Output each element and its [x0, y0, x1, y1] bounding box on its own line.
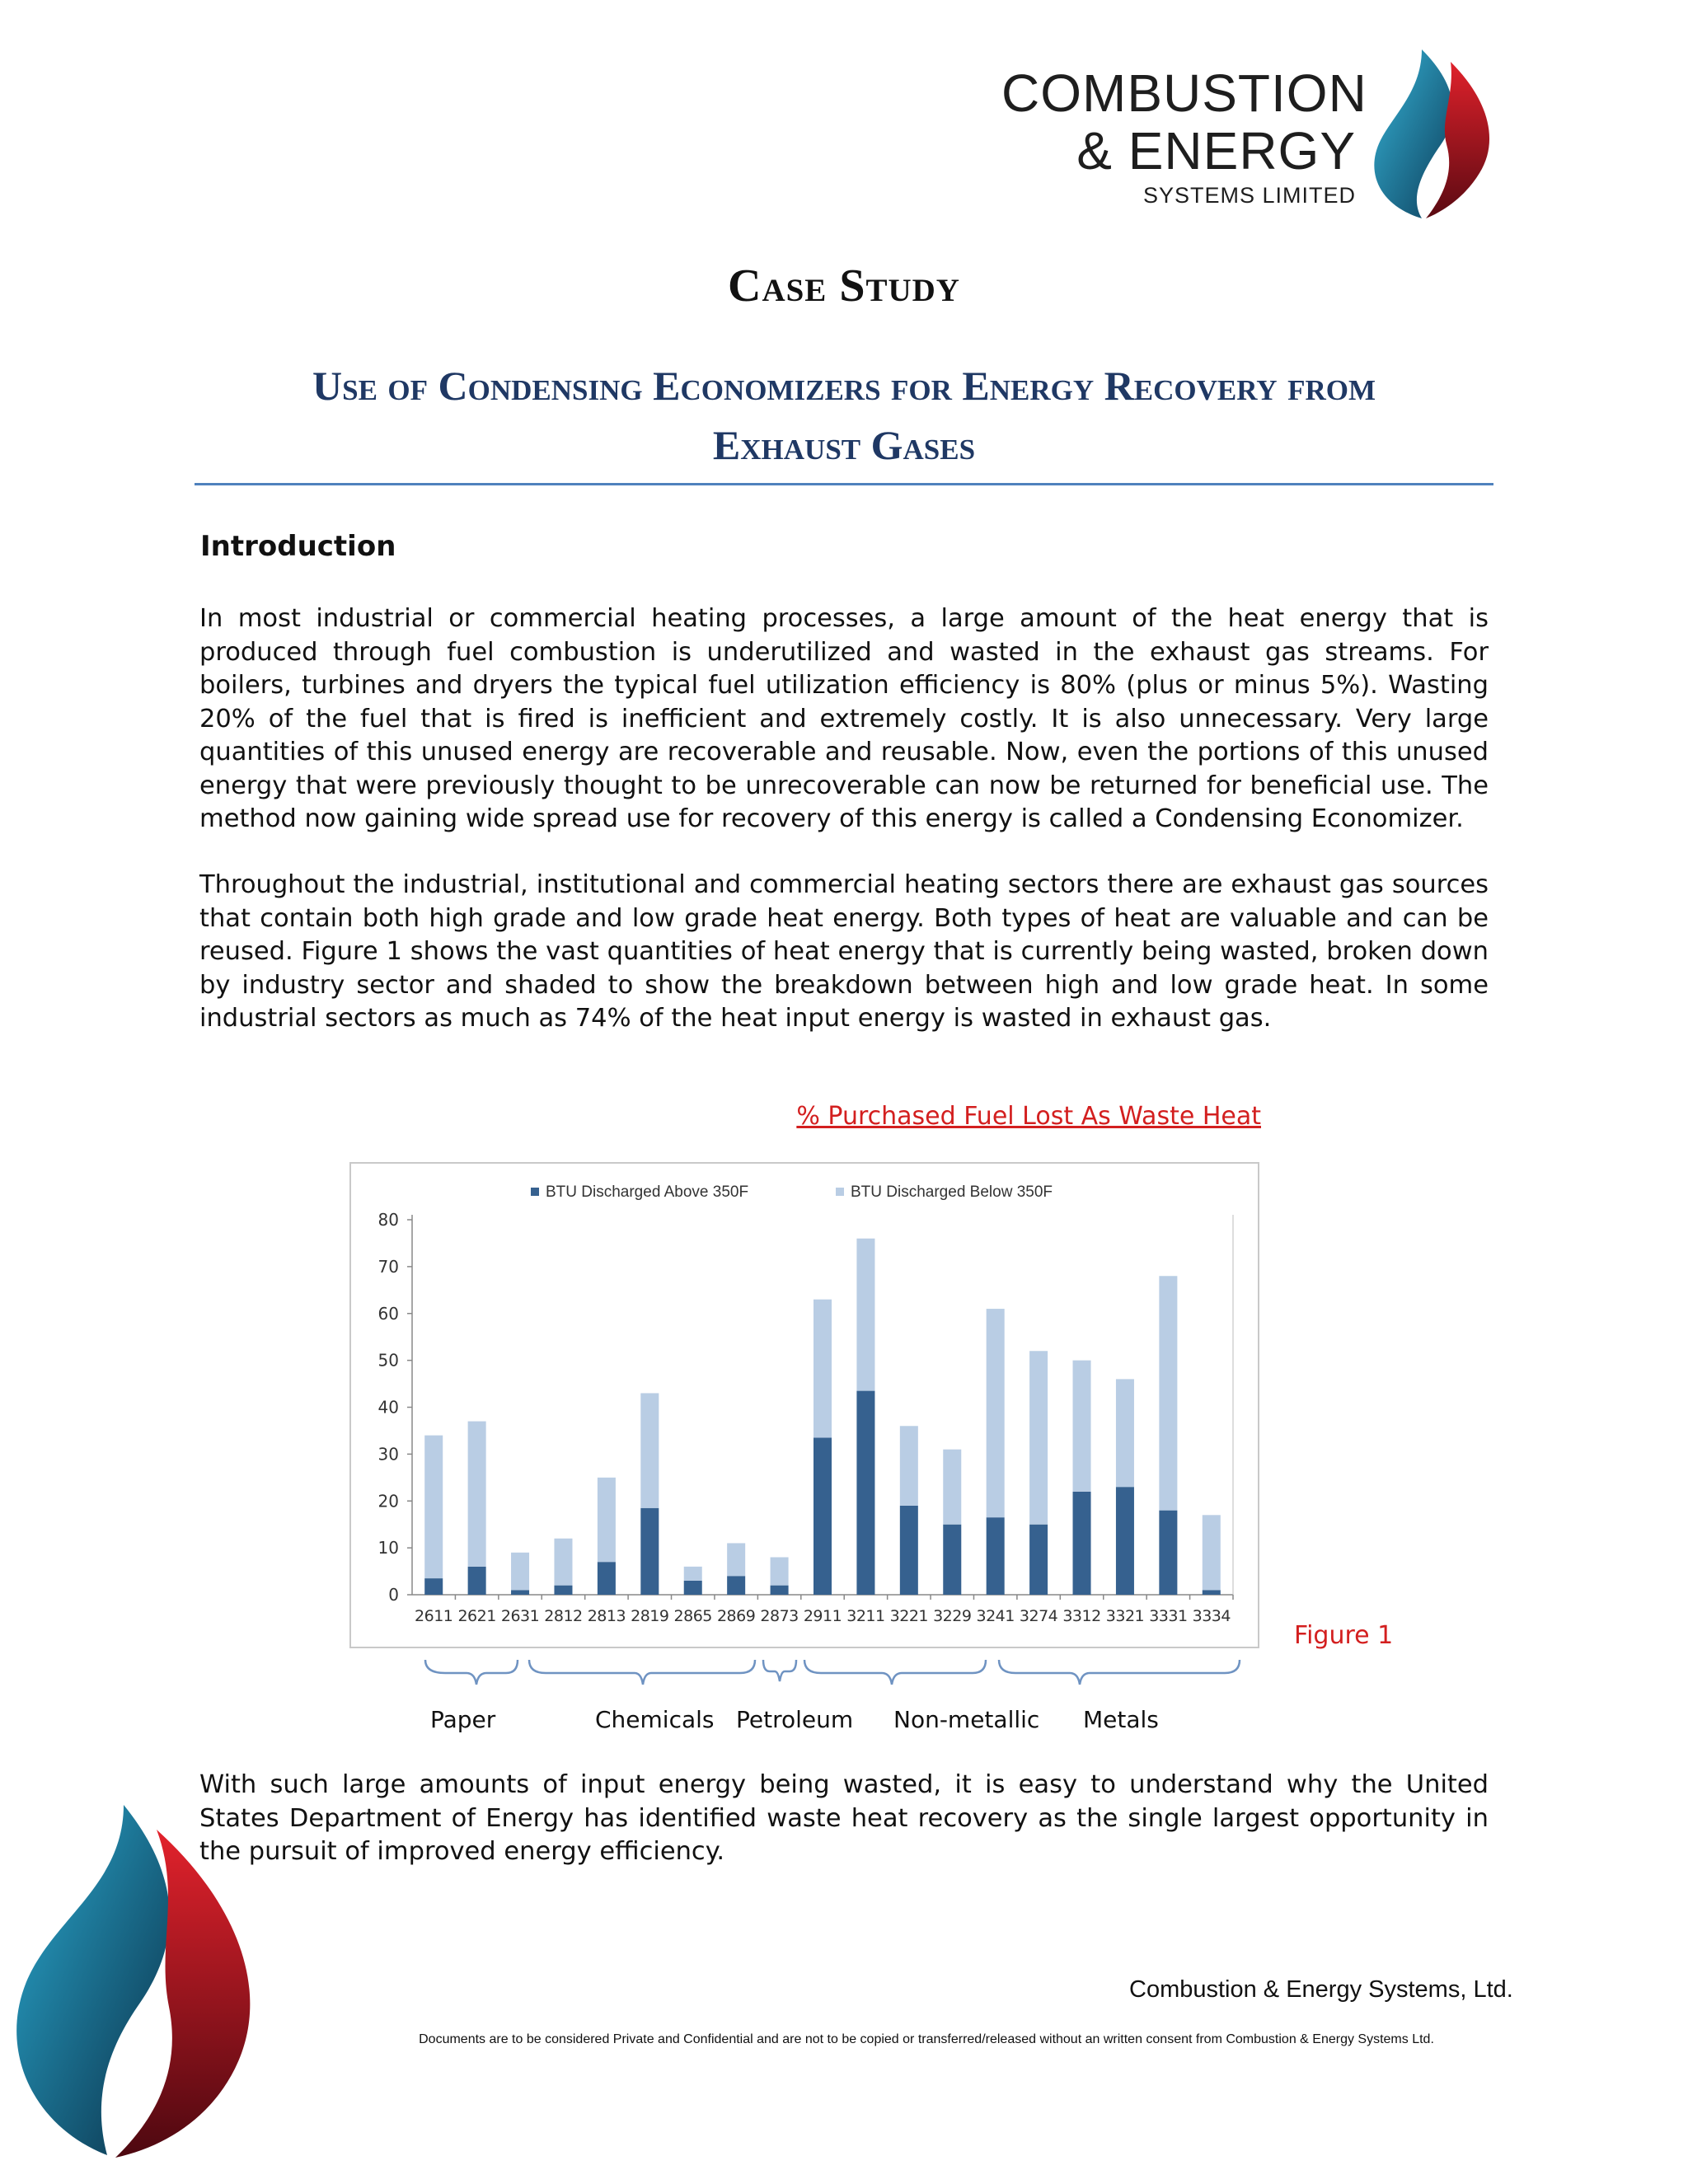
x-tick-label: 3229 — [933, 1607, 972, 1625]
title-divider — [195, 483, 1493, 485]
x-tick-label: 3211 — [846, 1607, 885, 1625]
bar-chart — [349, 1162, 1259, 1648]
x-tick-label: 3241 — [976, 1607, 1015, 1625]
sector-label-paper: Paper — [430, 1706, 496, 1733]
bar-segment-above-350f — [814, 1437, 832, 1595]
case-study-heading: Case Study — [728, 260, 960, 312]
bar-segment-above-350f — [684, 1581, 702, 1595]
footer-company-name: Combustion & Energy Systems, Ltd. — [1129, 1976, 1513, 2003]
bracket-petroleum — [763, 1660, 796, 1681]
x-tick-label: 3331 — [1149, 1607, 1188, 1625]
intro-paragraph-2: Throughout the industrial, institutional and commercial heating sectors there are exhaust gas sources that contain both high grade and low grade heat energy. Both types of heat are valuable and can be reused. Figure 1 shows the vast quantities of heat energy that is currently being wasted, broken down by industry sector and shaded to show the breakdown between high and low grade heat. In some industrial sectors as much as 74% of the heat input energy is wasted in exhaust gas. — [199, 870, 1489, 1033]
bar-segment-above-350f — [424, 1578, 443, 1595]
bar-segment-above-350f — [1029, 1525, 1048, 1595]
bar-segment-below-350f — [1116, 1379, 1134, 1487]
company-logo-text — [1001, 63, 1367, 211]
bar-segment-above-350f — [987, 1517, 1005, 1595]
title-line-1: Use of Condensing Economizers for Energy Recovery from — [312, 363, 1376, 409]
logo-line-2: & ENERGY — [1076, 121, 1356, 180]
sector-label-petroleum: Petroleum — [736, 1706, 854, 1733]
sector-brackets — [412, 1657, 1253, 1706]
flame-watermark-icon — [0, 1805, 264, 2159]
bracket-metals — [999, 1660, 1240, 1685]
x-tick-label: 3221 — [889, 1607, 929, 1625]
x-tick-label: 2869 — [716, 1607, 756, 1625]
bar-segment-above-350f — [943, 1525, 961, 1595]
intro-paragraph-1: In most industrial or commercial heating processes, a large amount of the heat energy that is produced through fuel combustion is underutilized and wasted in the exhaust gas streams. For boilers, turbines and dryers the typical fuel utilization efficiency is 80% (plus or minus 5%). Wasting 20% of the fuel that is fired is inefficient and extremely costly. It is also unnecessary. Very large quantities of this unused energy are recoverable and reusable. Now, even the portions of this unused energy that were previously thought to be unrecoverable can now be returned for beneficial use. The method now gaining wide spread use for recovery of this energy is called a Condensing Economizer. — [199, 604, 1489, 833]
introduction-heading: Introduction — [200, 530, 396, 563]
legend-swatch — [836, 1188, 844, 1196]
sector-label-chemicals: Chemicals — [595, 1706, 715, 1733]
figure-label: Figure 1 — [1294, 1621, 1394, 1650]
x-tick-label: 2813 — [587, 1607, 626, 1625]
y-tick-label: 0 — [388, 1585, 399, 1605]
legend-swatch — [531, 1188, 539, 1196]
x-tick-label: 3321 — [1105, 1607, 1145, 1625]
bar-segment-below-350f — [900, 1426, 918, 1506]
y-tick-label: 40 — [377, 1397, 399, 1418]
x-tick-label: 3312 — [1062, 1607, 1101, 1625]
logo-line-1: COMBUSTION — [1001, 63, 1367, 123]
bracket-chemicals — [529, 1660, 755, 1685]
bar-segment-below-350f — [424, 1436, 443, 1578]
y-tick-label: 70 — [377, 1256, 399, 1277]
y-tick-label: 80 — [377, 1210, 399, 1230]
sector-label-metals: Metals — [1083, 1706, 1159, 1733]
bar-segment-below-350f — [684, 1567, 702, 1581]
x-tick-label: 2873 — [760, 1607, 799, 1625]
x-tick-label: 2865 — [673, 1607, 712, 1625]
bracket-paper — [425, 1660, 518, 1685]
bracket-non-metallic — [804, 1660, 986, 1685]
y-tick-label: 30 — [377, 1444, 399, 1465]
footer-confidentiality-note: Documents are to be considered Private and Confidential and are not to be copied or transferred/released without an written consent from Combustion & Energy Systems Ltd. — [419, 2032, 1434, 2046]
bar-segment-below-350f — [1029, 1351, 1048, 1524]
y-tick-label: 20 — [377, 1491, 399, 1511]
bar-segment-below-350f — [1073, 1361, 1091, 1492]
bar-segment-above-350f — [900, 1506, 918, 1595]
title-line-2: Exhaust Gases — [712, 422, 976, 468]
x-tick-label: 2819 — [631, 1607, 669, 1625]
y-tick-label: 50 — [377, 1350, 399, 1371]
flame-logo-icon — [1364, 49, 1496, 223]
bar-segment-below-350f — [727, 1543, 745, 1576]
x-tick-label: 2631 — [500, 1607, 540, 1625]
logo-line-3: SYSTEMS LIMITED — [1142, 183, 1356, 208]
x-tick-label: 2911 — [803, 1607, 842, 1625]
bar-segment-below-350f — [814, 1300, 832, 1438]
bar-segment-above-350f — [640, 1508, 659, 1595]
x-tick-label: 2611 — [415, 1607, 453, 1625]
closing-paragraph: With such large amounts of input energy being wasted, it is easy to understand why the United States Department of Energy has identified waste heat recovery as the single largest opportunity in the pursuit of improved energy efficiency. — [199, 1770, 1489, 1866]
legend-label: BTU Discharged Above 350F — [546, 1183, 749, 1201]
x-tick-label: 2621 — [457, 1607, 496, 1625]
bar-segment-above-350f — [1073, 1492, 1091, 1595]
bar-segment-below-350f — [1159, 1276, 1177, 1510]
sector-label-non-metallic: Non-metallic — [893, 1706, 1040, 1733]
bar-segment-above-350f — [1116, 1487, 1134, 1595]
chart-title: % Purchased Fuel Lost As Waste Heat — [796, 1102, 1261, 1131]
bar-segment-below-350f — [468, 1422, 486, 1567]
document-title — [194, 356, 1494, 475]
bar-segment-below-350f — [1203, 1515, 1221, 1590]
bar-segment-above-350f — [856, 1391, 874, 1595]
x-tick-label: 2812 — [544, 1607, 583, 1625]
bar-segment-below-350f — [598, 1478, 616, 1562]
bar-segment-above-350f — [727, 1576, 745, 1595]
bar-segment-below-350f — [511, 1553, 529, 1591]
bar-segment-below-350f — [554, 1539, 572, 1586]
bar-segment-below-350f — [987, 1309, 1005, 1517]
bar-segment-below-350f — [771, 1558, 789, 1586]
y-tick-label: 10 — [377, 1538, 399, 1558]
bar-segment-below-350f — [640, 1393, 659, 1507]
bar-segment-above-350f — [1203, 1590, 1221, 1595]
bar-segment-above-350f — [771, 1586, 789, 1595]
bar-segment-above-350f — [598, 1562, 616, 1595]
x-tick-label: 3274 — [1019, 1607, 1058, 1625]
bar-segment-above-350f — [468, 1567, 486, 1595]
bar-segment-above-350f — [554, 1586, 572, 1595]
bar-segment-below-350f — [856, 1239, 874, 1391]
legend-label: BTU Discharged Below 350F — [851, 1183, 1053, 1201]
x-tick-label: 3334 — [1192, 1607, 1231, 1625]
y-tick-label: 60 — [377, 1303, 399, 1324]
bar-segment-above-350f — [511, 1590, 529, 1595]
bar-segment-below-350f — [943, 1450, 961, 1525]
bar-segment-above-350f — [1159, 1511, 1177, 1595]
